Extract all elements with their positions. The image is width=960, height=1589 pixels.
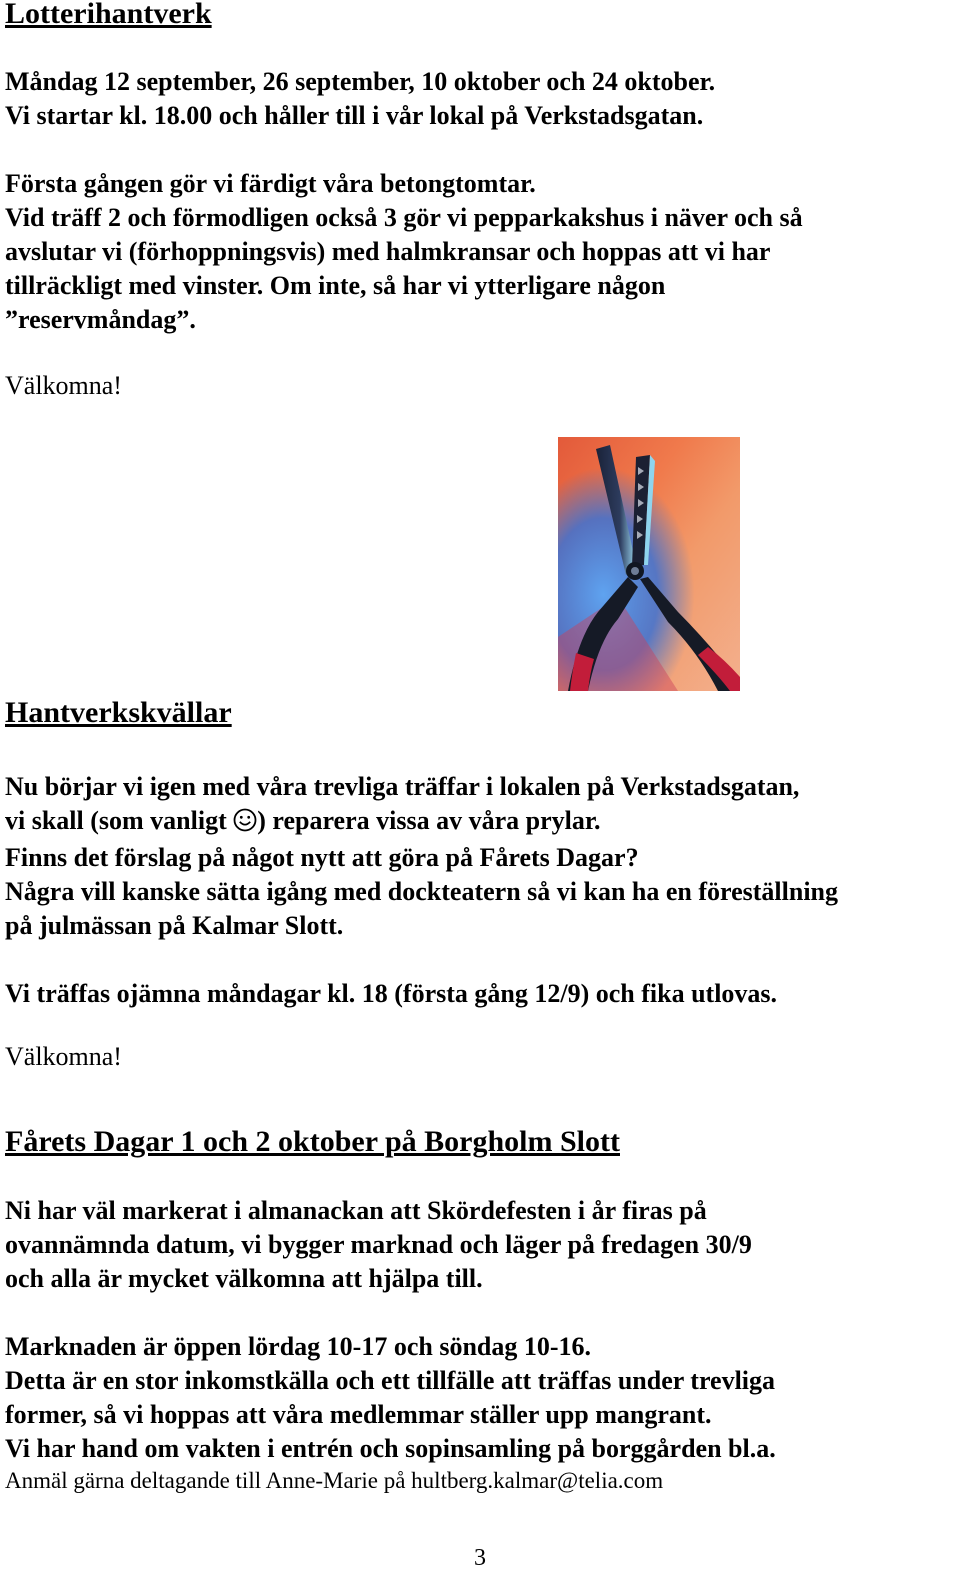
page-number: 3 (474, 1545, 486, 1571)
hantverkskvallar-body (5, 770, 838, 1011)
text-line: Vi träffas ojämna måndagar kl. 18 (första gång 12/9) och fika utlovas. (5, 979, 778, 1008)
text-fragment: vi skall (som vanligt (5, 806, 234, 835)
text-line: tillräckligt med vinster. Om inte, så har vi ytterligare någon (5, 271, 666, 300)
text-line: avslutar vi (förhoppningsvis) med halmkransar och hoppas att vi har (5, 237, 771, 266)
text-line: former, så vi hoppas att våra medlemmar ställer upp mangrant. (5, 1400, 712, 1429)
heading-hantverkskvallar: Hantverkskvällar (5, 696, 232, 729)
text-line: Detta är en stor inkomstkälla och ett tillfälle att träffas under trevliga (5, 1366, 776, 1395)
text-line (5, 804, 838, 841)
scissors-photo (558, 437, 740, 691)
text-line: Nu börjar vi igen med våra trevliga träffar i lokalen på Verkstadsgatan, (5, 772, 800, 801)
text-fragment: ) reparera vissa av våra prylar. (257, 806, 601, 835)
text-line: Vi startar kl. 18.00 och håller till i vår lokal på Verkstadsgatan. (5, 101, 704, 130)
blank-line (5, 1296, 776, 1330)
smiley-icon (233, 807, 257, 841)
text-line: ovannämnda datum, vi bygger marknad och läger på fredagen 30/9 (5, 1230, 752, 1259)
text-line: Marknaden är öppen lördag 10-17 och söndag 10-16. (5, 1332, 592, 1361)
welcome-text-1: Välkomna! (5, 371, 122, 400)
farets-dagar-body (5, 1194, 776, 1496)
heading-farets-dagar: Fårets Dagar 1 och 2 oktober på Borgholm Slott (5, 1125, 620, 1158)
text-line: Finns det förslag på något nytt att göra på Fårets Dagar? (5, 843, 639, 872)
text-line: Vid träff 2 och förmodligen också 3 gör vi pepparkakshus i näver och så (5, 203, 803, 232)
text-line: Första gången gör vi färdigt våra betongtomtar. (5, 169, 536, 198)
welcome-text-2: Välkomna! (5, 1042, 122, 1071)
text-line: på julmässan på Kalmar Slott. (5, 911, 344, 940)
blank-line (5, 133, 803, 167)
text-line: Måndag 12 september, 26 september, 10 oktober och 24 oktober. (5, 67, 716, 96)
heading-lotterihantverk: Lotterihantverk (5, 0, 212, 30)
text-line: Några vill kanske sätta igång med dockteatern så vi kan ha en föreställning (5, 877, 839, 906)
contact-line: Anmäl gärna deltagande till Anne-Marie på hultberg.kalmar@telia.com (5, 1468, 664, 1493)
blank-line (5, 943, 838, 977)
text-line: Vi har hand om vakten i entrén och sopinsamling på borggården bl.a. (5, 1434, 776, 1463)
text-line: Ni har väl markerat i almanackan att Skördefesten i år firas på (5, 1196, 707, 1225)
lotterihantverk-body (5, 65, 803, 337)
text-line: och alla är mycket välkomna att hjälpa till. (5, 1264, 483, 1293)
text-line: ”reservmåndag”. (5, 305, 196, 334)
